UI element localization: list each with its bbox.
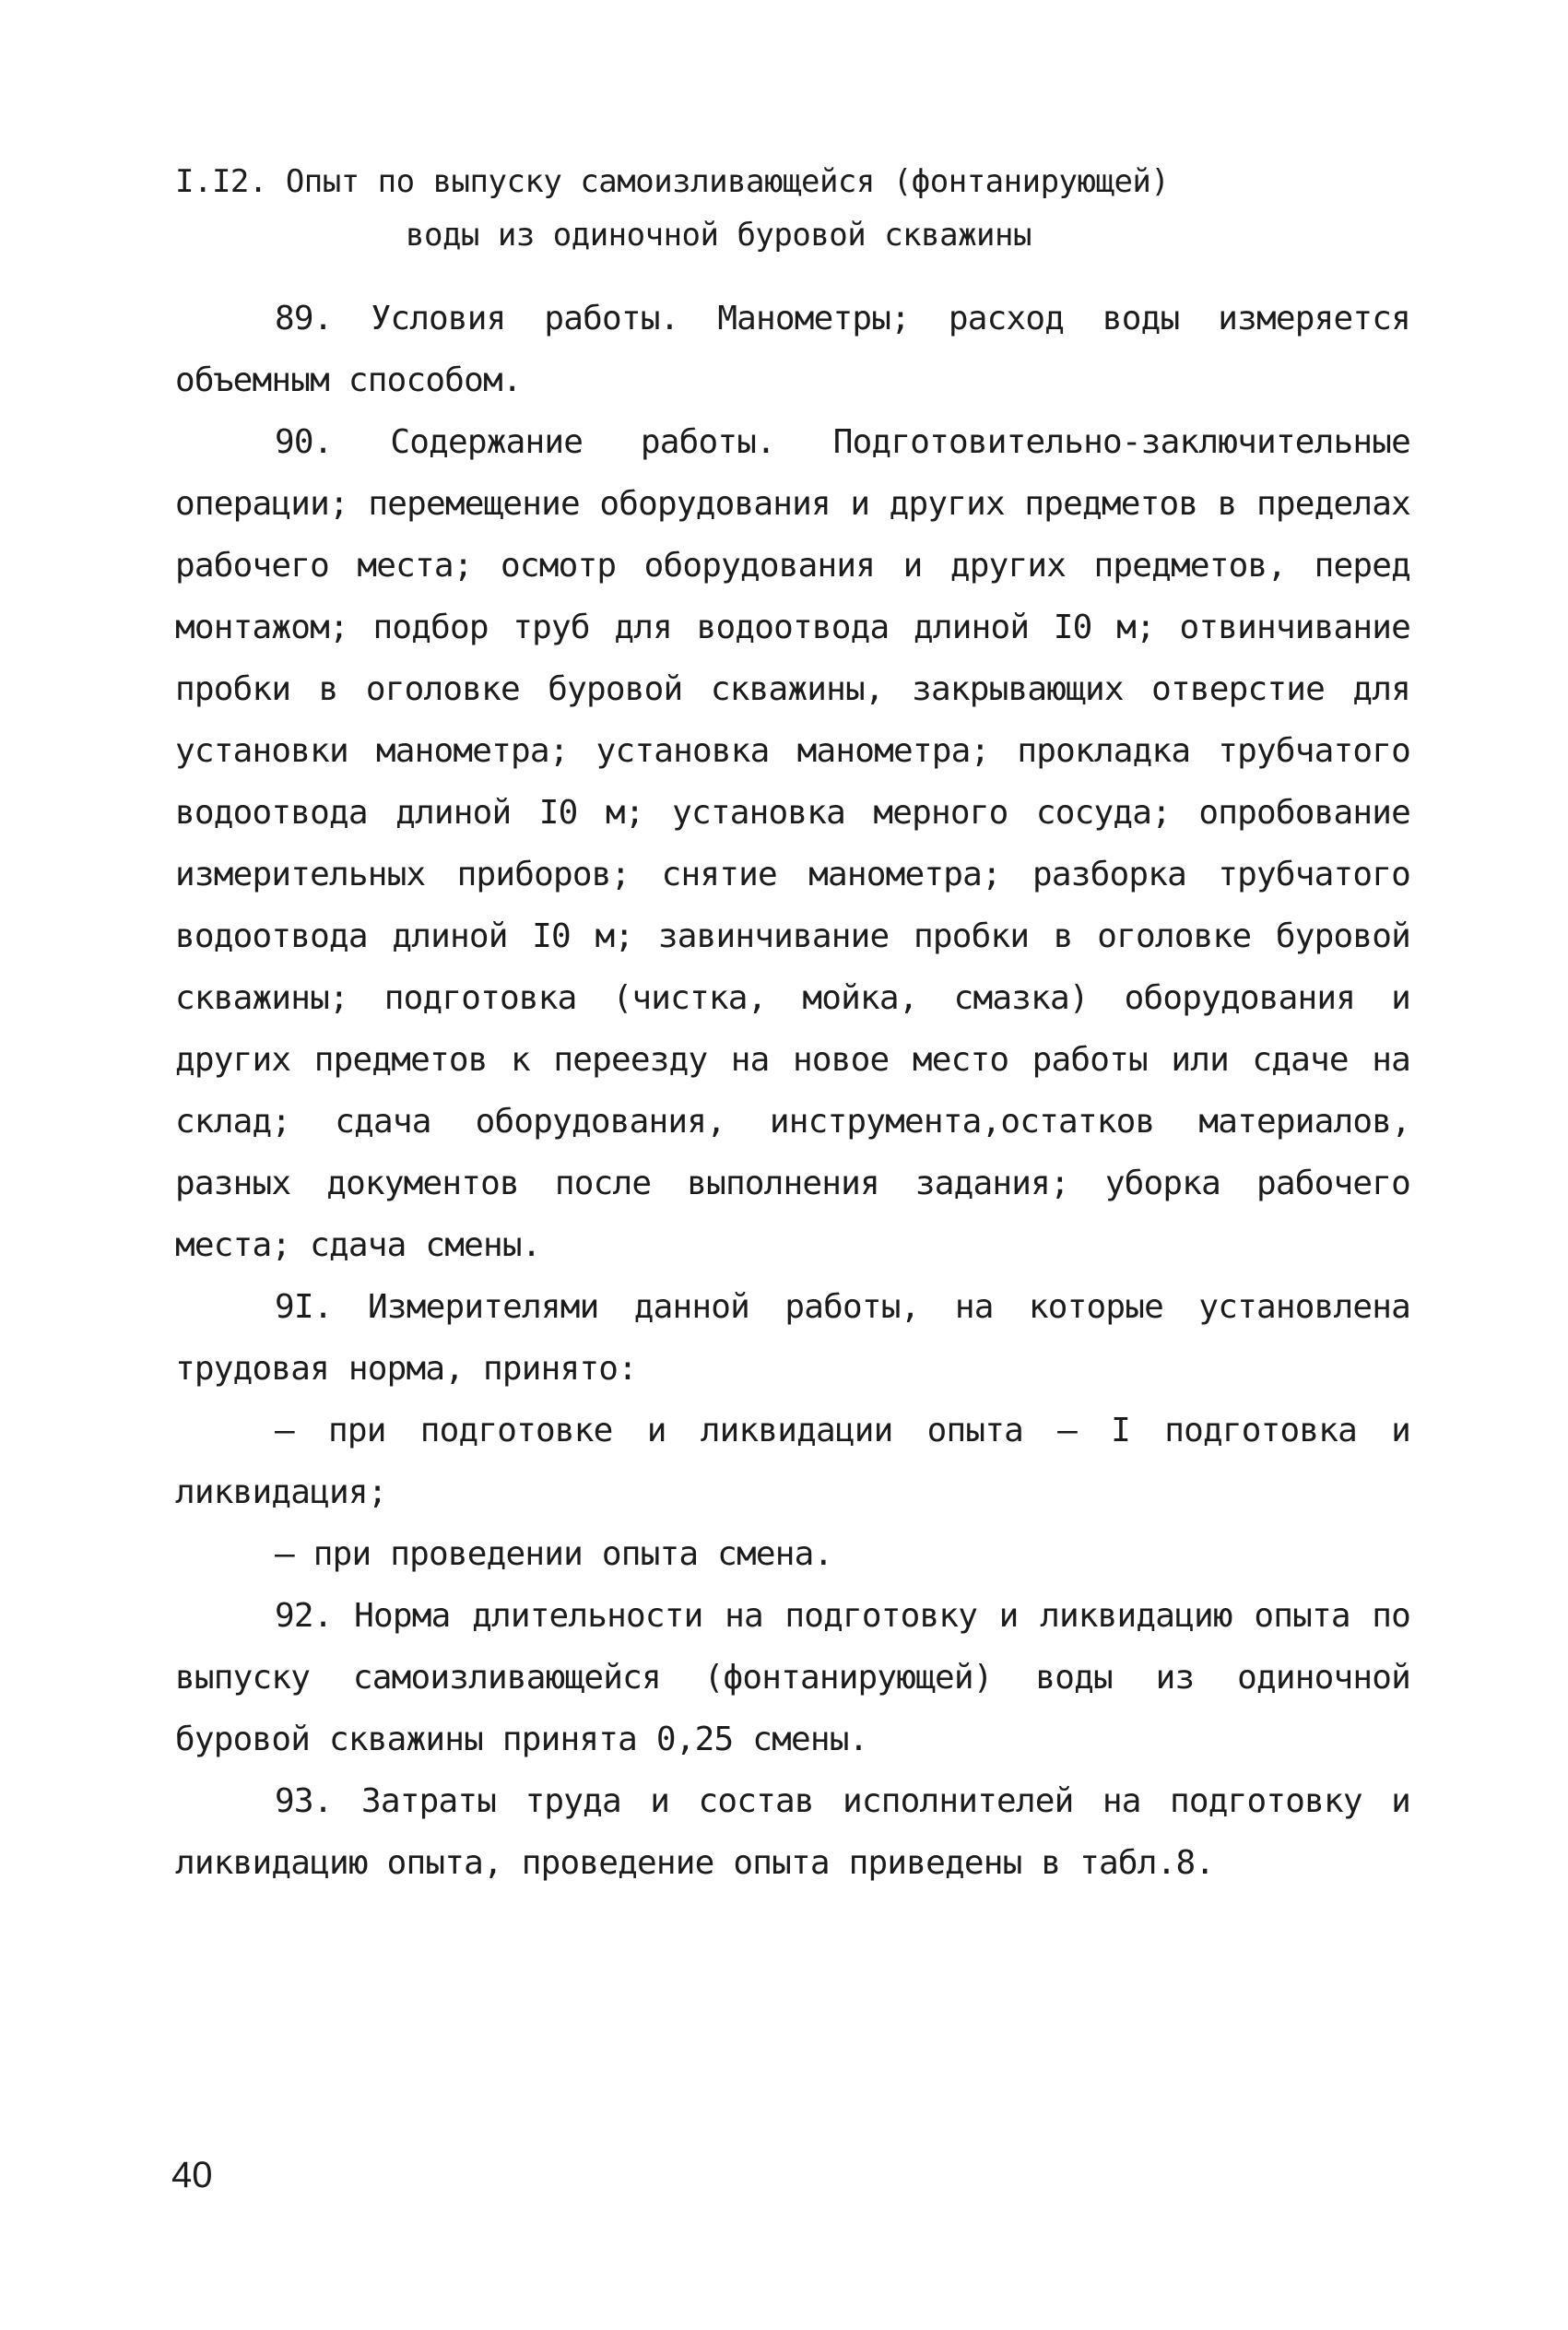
section-heading-line-2: воды из одиночной буровой скважины xyxy=(406,217,1032,254)
list-item-preparation: – при подготовке и ликвидации опыта – I подготовка и ликвидация; xyxy=(175,1412,1410,1511)
list-item-conducting: – при проведении опыта смена. xyxy=(275,1535,833,1573)
section-heading xyxy=(175,155,1410,262)
body-text xyxy=(175,288,1410,1894)
section-heading-line-1: I.I2. Опыт по выпуску самоизливающейся (фонтанирующей) xyxy=(175,163,1170,200)
paragraph-90-work-content: 90. Содержание работы. Подготовительно-заключительные операции; перемещение оборудования и других предметов в пределах рабочего места; осмотр оборудования и других предметов, перед монтажом; подбор труб для водоотвода длиной I0 м; отвинчивание пробки в оголовке буровой скважины, закрывающих отверстие для установки манометра; установка манометра; прокладка трубчатого водоотвода длиной I0 м; установка мерного сосуда; опробование измерительных приборов; снятие манометра; разборка трубчатого водоотвода длиной I0 м; завинчивание пробки в оголовке буровой скважины; подготовка (чистка, мойка, смазка) оборудования и других предметов к переезду на новое место работы или сдаче на склад; сдача оборудования, инструмента,остатков материалов, разных документов после выполнения задания; уборка рабочего места; сдача смены. xyxy=(175,423,1410,1264)
page-number: 40 xyxy=(171,2155,213,2195)
paragraph-92-duration-norm: 92. Норма длительности на подготовку и ликвидацию опыта по выпуску самоизливающейся (фонтанирующей) воды из одиночной буровой скважины принята 0,25 смены. xyxy=(175,1597,1410,1758)
paragraph-89-working-conditions: 89. Условия работы. Манометры; расход воды измеряется объемным способом. xyxy=(175,300,1410,399)
paragraph-93-labor-costs: 93. Затраты труда и состав исполнителей на подготовку и ликвидацию опыта, проведение опыта приведены в табл.8. xyxy=(175,1782,1410,1882)
paragraph-91-measurement-units: 9I. Измерителями данной работы, на которые установлена трудовая норма, принято: xyxy=(175,1288,1410,1388)
